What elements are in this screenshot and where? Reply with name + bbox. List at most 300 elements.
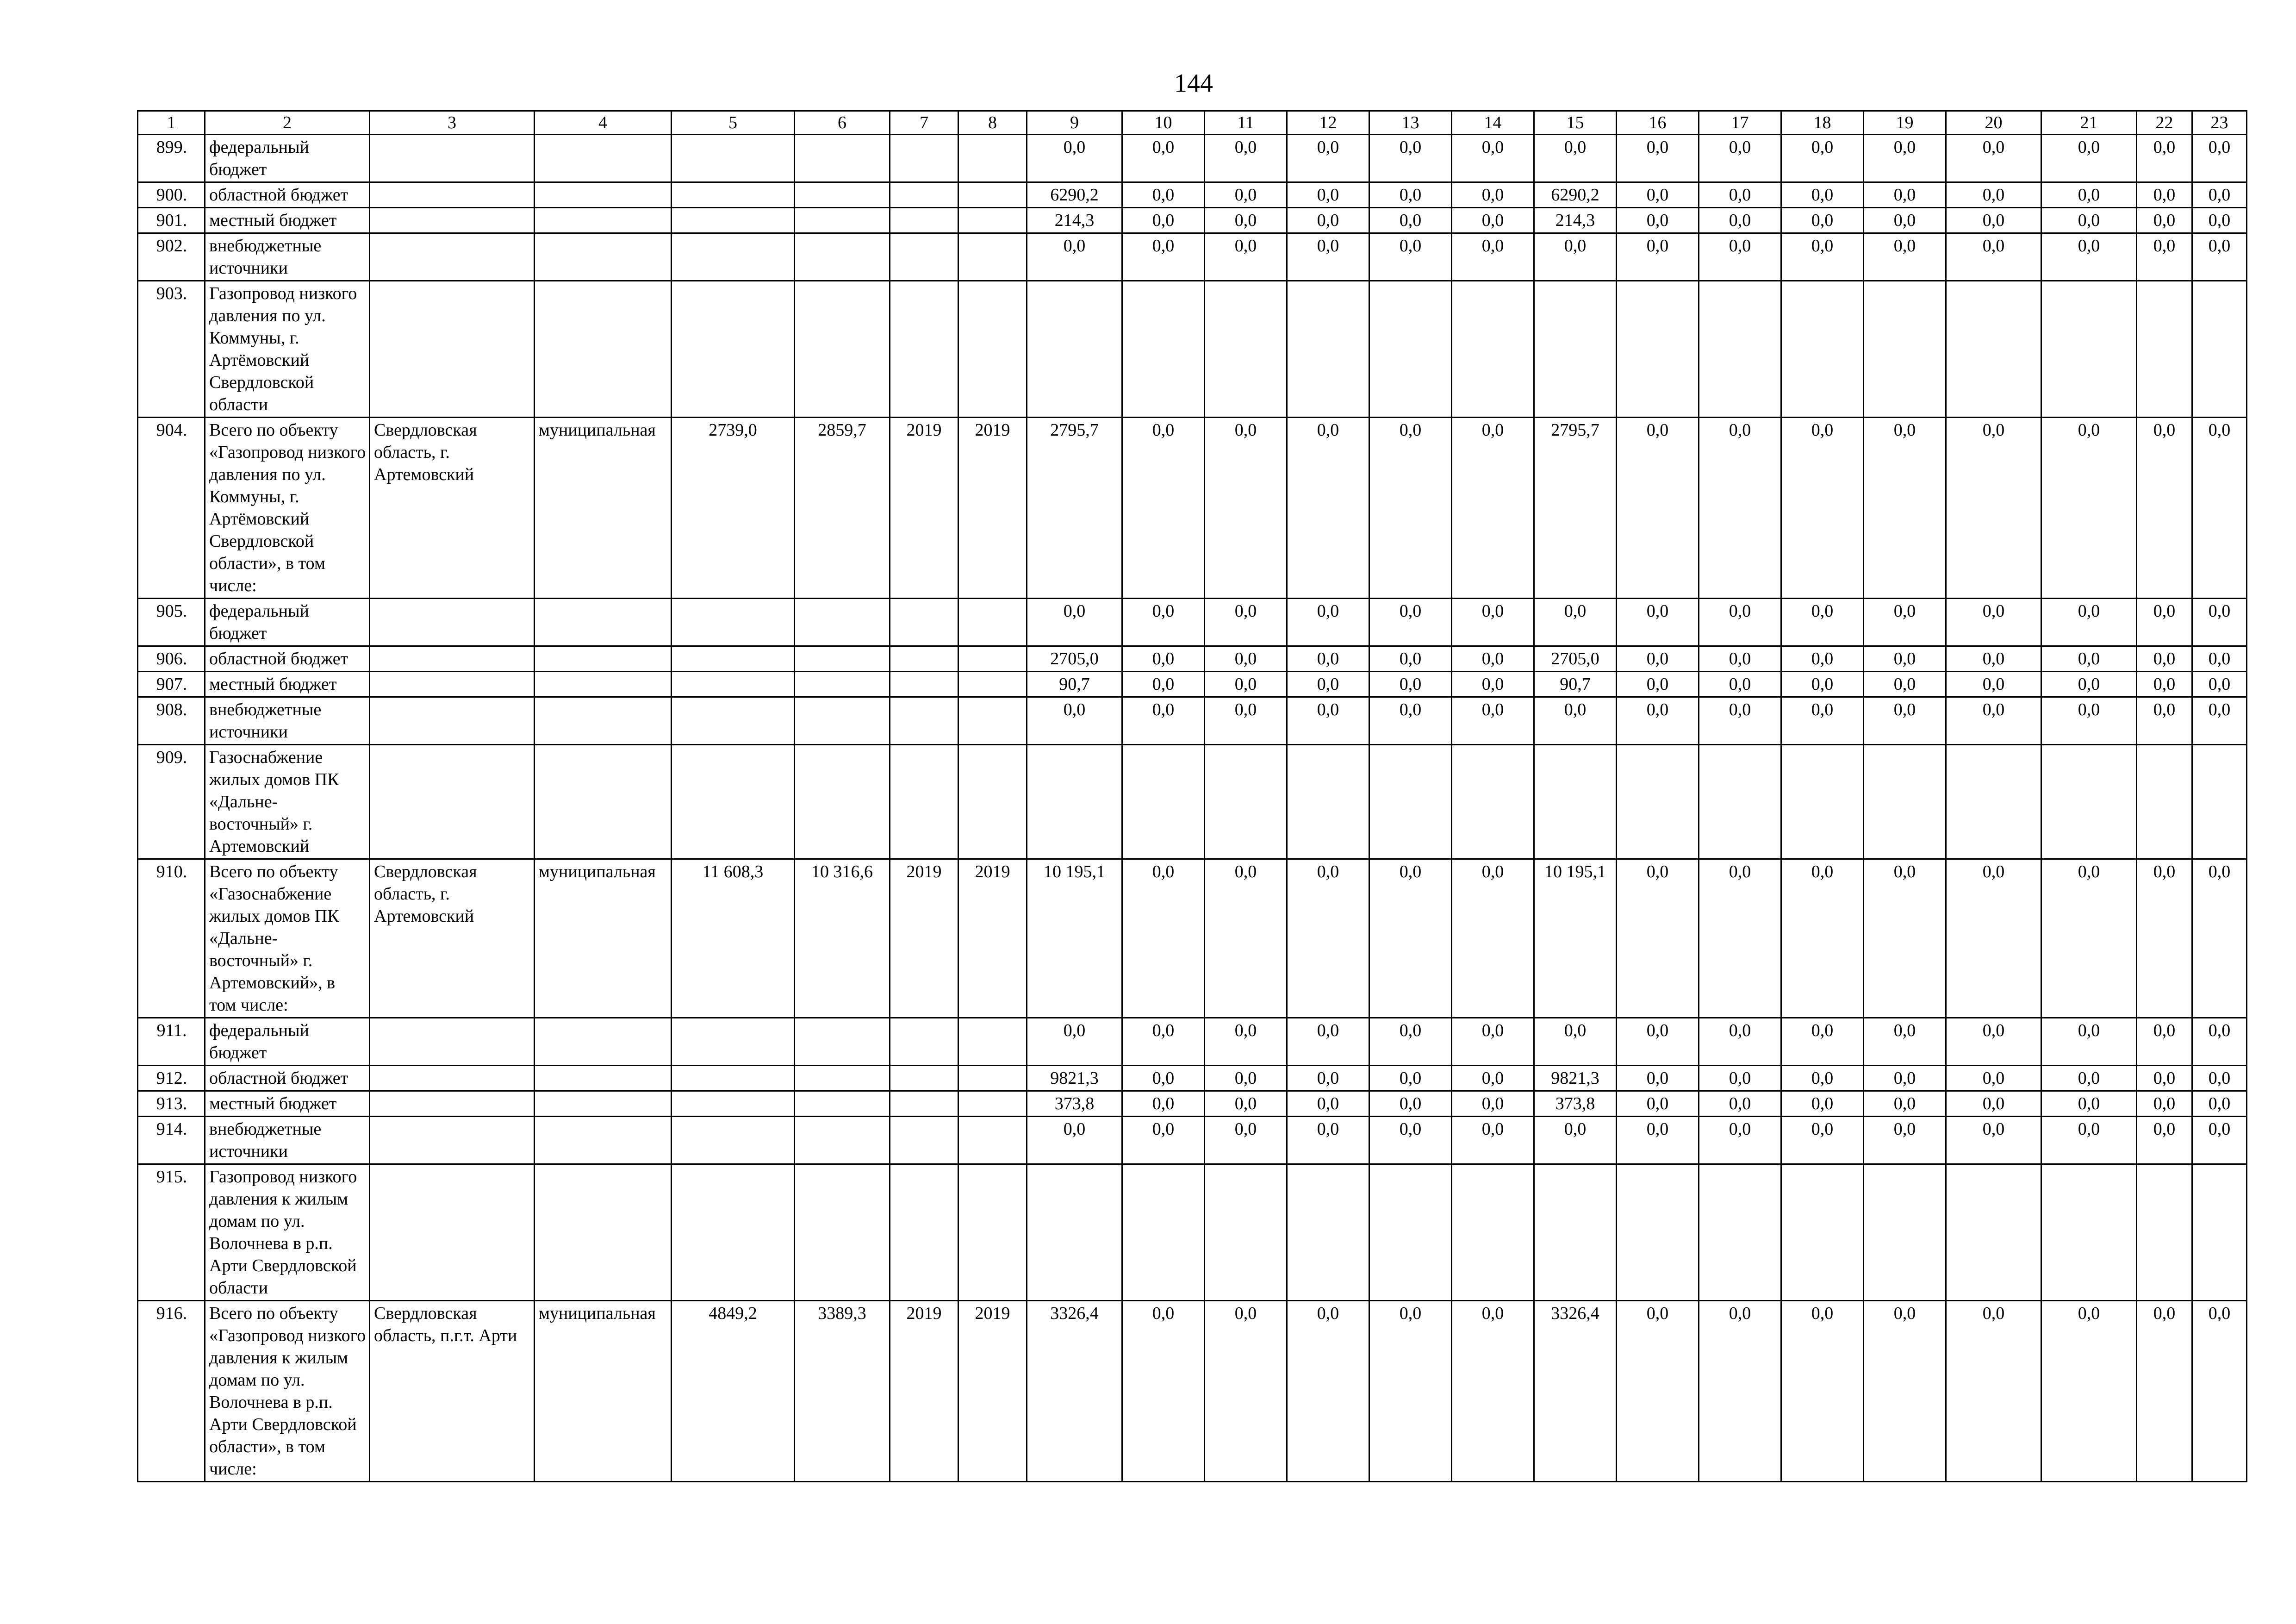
value-cell-col-21: 0,0 [2041,1091,2137,1117]
value-cell-col-12 [1287,281,1369,418]
value-cell-col-16: 0,0 [1617,135,1699,182]
value-cell-col-17: 0,0 [1699,1091,1781,1117]
row-name-cell: Всего по объекту «Газопровод низкого давления по ул. Коммуны, г. Артёмовский Свердловской области», в том числе: [205,418,370,599]
value-cell-col-8: 2019 [958,1301,1027,1482]
row-number-cell: 908. [138,697,205,745]
value-cell-col-6: 10 316,6 [795,859,890,1018]
value-cell-col-19: 0,0 [1864,599,1946,646]
value-cell-col-17 [1699,281,1781,418]
value-cell-col-8 [958,1091,1027,1117]
value-cell-col-16: 0,0 [1617,859,1699,1018]
value-cell-col-12: 0,0 [1287,646,1369,672]
value-cell-col-13 [1369,745,1452,859]
column-header-15: 15 [1534,111,1617,135]
value-cell-col-6 [795,1091,890,1117]
column-header-20: 20 [1946,111,2041,135]
value-cell-col-18: 0,0 [1781,1091,1864,1117]
value-cell-col-8 [958,208,1027,233]
value-cell-col-18: 0,0 [1781,1117,1864,1164]
value-cell-col-7 [890,745,958,859]
value-cell-col-9: 0,0 [1027,599,1122,646]
row-name-cell: местный бюджет [205,1091,370,1117]
value-cell-col-11: 0,0 [1205,208,1287,233]
row-ownership-cell [535,1018,672,1066]
table-row [138,599,2247,646]
value-cell-col-23: 0,0 [2192,418,2247,599]
value-cell-col-7 [890,1018,958,1066]
row-name-cell: областной бюджет [205,1066,370,1091]
row-location-cell: Свердловская область, г. Артемовский [370,859,535,1018]
value-cell-col-12: 0,0 [1287,233,1369,281]
row-ownership-cell [535,208,672,233]
value-cell-col-22: 0,0 [2137,1117,2192,1164]
value-cell-col-20: 0,0 [1946,418,2041,599]
row-name-cell: местный бюджет [205,672,370,697]
value-cell-col-20: 0,0 [1946,208,2041,233]
value-cell-col-15: 0,0 [1534,599,1617,646]
value-cell-col-11: 0,0 [1205,233,1287,281]
column-header-17: 17 [1699,111,1781,135]
value-cell-col-6 [795,208,890,233]
value-cell-col-17: 0,0 [1699,233,1781,281]
value-cell-col-16: 0,0 [1617,182,1699,208]
value-cell-col-5: 4849,2 [672,1301,795,1482]
table-row [138,281,2247,418]
value-cell-col-9 [1027,1164,1122,1301]
value-cell-col-13: 0,0 [1369,1018,1452,1066]
value-cell-col-11: 0,0 [1205,697,1287,745]
value-cell-col-14: 0,0 [1452,1091,1534,1117]
value-cell-col-9: 6290,2 [1027,182,1122,208]
value-cell-col-19: 0,0 [1864,208,1946,233]
value-cell-col-5 [672,646,795,672]
row-number-cell: 904. [138,418,205,599]
value-cell-col-6: 3389,3 [795,1301,890,1482]
row-name-cell: Всего по объекту «Газопровод низкого давления к жилым домам по ул. Волочнева в р.п. Арти Свердловской области», в том числе: [205,1301,370,1482]
row-name-cell: Газопровод низкого давления к жилым домам по ул. Волочнева в р.п. Арти Свердловской области [205,1164,370,1301]
value-cell-col-12: 0,0 [1287,697,1369,745]
row-number-cell: 911. [138,1018,205,1066]
row-ownership-cell [535,233,672,281]
value-cell-col-14: 0,0 [1452,1018,1534,1066]
value-cell-col-17: 0,0 [1699,859,1781,1018]
value-cell-col-14: 0,0 [1452,646,1534,672]
value-cell-col-17: 0,0 [1699,1301,1781,1482]
value-cell-col-16 [1617,281,1699,418]
value-cell-col-15 [1534,1164,1617,1301]
value-cell-col-20: 0,0 [1946,646,2041,672]
value-cell-col-21: 0,0 [2041,697,2137,745]
row-location-cell [370,208,535,233]
column-header-7: 7 [890,111,958,135]
value-cell-col-16: 0,0 [1617,1066,1699,1091]
value-cell-col-18: 0,0 [1781,135,1864,182]
value-cell-col-23: 0,0 [2192,859,2247,1018]
value-cell-col-11: 0,0 [1205,672,1287,697]
row-location-cell [370,1091,535,1117]
value-cell-col-19 [1864,745,1946,859]
value-cell-col-18: 0,0 [1781,1301,1864,1482]
value-cell-col-17: 0,0 [1699,697,1781,745]
value-cell-col-21: 0,0 [2041,1066,2137,1091]
value-cell-col-8 [958,1018,1027,1066]
budget-table [137,110,2247,1482]
value-cell-col-12: 0,0 [1287,1117,1369,1164]
value-cell-col-19: 0,0 [1864,182,1946,208]
row-ownership-cell [535,599,672,646]
value-cell-col-7 [890,1117,958,1164]
value-cell-col-10 [1122,1164,1205,1301]
value-cell-col-17: 0,0 [1699,135,1781,182]
value-cell-col-21 [2041,1164,2137,1301]
value-cell-col-18: 0,0 [1781,233,1864,281]
column-header-18: 18 [1781,111,1864,135]
value-cell-col-5 [672,233,795,281]
row-location-cell [370,281,535,418]
value-cell-col-13: 0,0 [1369,418,1452,599]
value-cell-col-14: 0,0 [1452,1117,1534,1164]
value-cell-col-19: 0,0 [1864,672,1946,697]
value-cell-col-15: 0,0 [1534,1117,1617,1164]
value-cell-col-23: 0,0 [2192,1117,2247,1164]
column-header-6: 6 [795,111,890,135]
value-cell-col-23: 0,0 [2192,135,2247,182]
row-number-cell: 909. [138,745,205,859]
value-cell-col-22: 0,0 [2137,135,2192,182]
row-location-cell [370,1018,535,1066]
value-cell-col-22 [2137,1164,2192,1301]
table-row [138,1164,2247,1301]
row-location-cell [370,182,535,208]
value-cell-col-23: 0,0 [2192,672,2247,697]
value-cell-col-9 [1027,281,1122,418]
value-cell-col-15 [1534,281,1617,418]
value-cell-col-16 [1617,745,1699,859]
row-name-cell: Газопровод низкого давления по ул. Коммуны, г. Артёмовский Свердловской области [205,281,370,418]
value-cell-col-21: 0,0 [2041,182,2137,208]
value-cell-col-21: 0,0 [2041,672,2137,697]
column-header-10: 10 [1122,111,1205,135]
value-cell-col-8 [958,1117,1027,1164]
table-row [138,135,2247,182]
value-cell-col-6 [795,233,890,281]
value-cell-col-18: 0,0 [1781,697,1864,745]
column-header-16: 16 [1617,111,1699,135]
value-cell-col-22: 0,0 [2137,859,2192,1018]
value-cell-col-20: 0,0 [1946,233,2041,281]
value-cell-col-12: 0,0 [1287,599,1369,646]
value-cell-col-7 [890,672,958,697]
value-cell-col-10: 0,0 [1122,1091,1205,1117]
value-cell-col-6 [795,1018,890,1066]
value-cell-col-15: 0,0 [1534,1018,1617,1066]
value-cell-col-7 [890,1091,958,1117]
column-header-1: 1 [138,111,205,135]
value-cell-col-22 [2137,745,2192,859]
value-cell-col-5 [672,697,795,745]
value-cell-col-7 [890,135,958,182]
value-cell-col-6 [795,697,890,745]
value-cell-col-17 [1699,745,1781,859]
row-ownership-cell [535,1164,672,1301]
row-location-cell [370,1117,535,1164]
row-location-cell: Свердловская область, г. Артемовский [370,418,535,599]
value-cell-col-23: 0,0 [2192,1091,2247,1117]
value-cell-col-23 [2192,1164,2247,1301]
value-cell-col-9: 373,8 [1027,1091,1122,1117]
value-cell-col-17 [1699,1164,1781,1301]
value-cell-col-9: 0,0 [1027,697,1122,745]
value-cell-col-10: 0,0 [1122,208,1205,233]
value-cell-col-15 [1534,745,1617,859]
value-cell-col-7 [890,1066,958,1091]
value-cell-col-11: 0,0 [1205,1091,1287,1117]
value-cell-col-21: 0,0 [2041,599,2137,646]
value-cell-col-16: 0,0 [1617,646,1699,672]
value-cell-col-22: 0,0 [2137,418,2192,599]
value-cell-col-17: 0,0 [1699,182,1781,208]
value-cell-col-17: 0,0 [1699,1117,1781,1164]
value-cell-col-9: 0,0 [1027,135,1122,182]
value-cell-col-21: 0,0 [2041,208,2137,233]
value-cell-col-12: 0,0 [1287,1301,1369,1482]
value-cell-col-12: 0,0 [1287,208,1369,233]
value-cell-col-18: 0,0 [1781,672,1864,697]
value-cell-col-11: 0,0 [1205,599,1287,646]
row-location-cell [370,745,535,859]
value-cell-col-11 [1205,1164,1287,1301]
row-location-cell [370,233,535,281]
value-cell-col-11 [1205,745,1287,859]
value-cell-col-7 [890,599,958,646]
value-cell-col-6 [795,281,890,418]
value-cell-col-13: 0,0 [1369,1117,1452,1164]
value-cell-col-19: 0,0 [1864,646,1946,672]
row-name-cell: внебюджетные источники [205,1117,370,1164]
value-cell-col-10: 0,0 [1122,1018,1205,1066]
value-cell-col-13: 0,0 [1369,208,1452,233]
row-name-cell: местный бюджет [205,208,370,233]
value-cell-col-12: 0,0 [1287,1018,1369,1066]
value-cell-col-14: 0,0 [1452,697,1534,745]
value-cell-col-20: 0,0 [1946,672,2041,697]
value-cell-col-16: 0,0 [1617,1117,1699,1164]
value-cell-col-13: 0,0 [1369,697,1452,745]
row-ownership-cell: муниципальная [535,859,672,1018]
value-cell-col-5 [672,599,795,646]
row-ownership-cell: муниципальная [535,1301,672,1482]
value-cell-col-12: 0,0 [1287,418,1369,599]
value-cell-col-7 [890,233,958,281]
value-cell-col-16: 0,0 [1617,599,1699,646]
value-cell-col-13: 0,0 [1369,1091,1452,1117]
row-location-cell [370,697,535,745]
row-number-cell: 916. [138,1301,205,1482]
value-cell-col-10: 0,0 [1122,1117,1205,1164]
value-cell-col-10: 0,0 [1122,135,1205,182]
value-cell-col-19: 0,0 [1864,1301,1946,1482]
row-name-cell: федеральный бюджет [205,1018,370,1066]
value-cell-col-19: 0,0 [1864,418,1946,599]
column-header-8: 8 [958,111,1027,135]
value-cell-col-7: 2019 [890,418,958,599]
value-cell-col-19: 0,0 [1864,1018,1946,1066]
value-cell-col-10: 0,0 [1122,1066,1205,1091]
row-location-cell [370,672,535,697]
value-cell-col-22: 0,0 [2137,599,2192,646]
value-cell-col-9: 214,3 [1027,208,1122,233]
value-cell-col-12: 0,0 [1287,859,1369,1018]
value-cell-col-23: 0,0 [2192,233,2247,281]
value-cell-col-17: 0,0 [1699,418,1781,599]
table-row [138,646,2247,672]
value-cell-col-5 [672,672,795,697]
table-row [138,745,2247,859]
value-cell-col-9: 10 195,1 [1027,859,1122,1018]
value-cell-col-16: 0,0 [1617,697,1699,745]
value-cell-col-15: 2795,7 [1534,418,1617,599]
row-number-cell: 905. [138,599,205,646]
value-cell-col-15: 0,0 [1534,135,1617,182]
value-cell-col-14: 0,0 [1452,599,1534,646]
value-cell-col-15: 10 195,1 [1534,859,1617,1018]
value-cell-col-14: 0,0 [1452,859,1534,1018]
row-name-cell: Всего по объекту «Газоснабжение жилых домов ПК «Дальне-восточный» г. Артемовский», в том числе: [205,859,370,1018]
table-row [138,182,2247,208]
table-body [138,135,2247,1482]
value-cell-col-13: 0,0 [1369,672,1452,697]
value-cell-col-23 [2192,281,2247,418]
value-cell-col-20 [1946,745,2041,859]
value-cell-col-9: 9821,3 [1027,1066,1122,1091]
value-cell-col-19: 0,0 [1864,233,1946,281]
value-cell-col-14: 0,0 [1452,135,1534,182]
row-location-cell [370,1164,535,1301]
value-cell-col-7: 2019 [890,859,958,1018]
value-cell-col-6 [795,182,890,208]
value-cell-col-20: 0,0 [1946,135,2041,182]
value-cell-col-8 [958,672,1027,697]
row-number-cell: 910. [138,859,205,1018]
row-ownership-cell: муниципальная [535,418,672,599]
value-cell-col-22: 0,0 [2137,182,2192,208]
value-cell-col-10: 0,0 [1122,418,1205,599]
value-cell-col-18: 0,0 [1781,599,1864,646]
value-cell-col-17: 0,0 [1699,208,1781,233]
value-cell-col-23: 0,0 [2192,208,2247,233]
column-header-3: 3 [370,111,535,135]
row-ownership-cell [535,1091,672,1117]
value-cell-col-17: 0,0 [1699,646,1781,672]
row-ownership-cell [535,697,672,745]
row-ownership-cell [535,745,672,859]
value-cell-col-14: 0,0 [1452,672,1534,697]
column-header-5: 5 [672,111,795,135]
value-cell-col-12: 0,0 [1287,1091,1369,1117]
value-cell-col-23 [2192,745,2247,859]
value-cell-col-7 [890,208,958,233]
value-cell-col-9: 90,7 [1027,672,1122,697]
value-cell-col-9: 0,0 [1027,1117,1122,1164]
value-cell-col-5 [672,1066,795,1091]
table-row [138,208,2247,233]
value-cell-col-19: 0,0 [1864,1117,1946,1164]
row-ownership-cell [535,135,672,182]
value-cell-col-5 [672,208,795,233]
row-location-cell [370,135,535,182]
value-cell-col-17: 0,0 [1699,599,1781,646]
value-cell-col-21: 0,0 [2041,859,2137,1018]
value-cell-col-16: 0,0 [1617,208,1699,233]
value-cell-col-11: 0,0 [1205,859,1287,1018]
value-cell-col-21 [2041,745,2137,859]
value-cell-col-21 [2041,281,2137,418]
value-cell-col-11: 0,0 [1205,646,1287,672]
value-cell-col-20 [1946,281,2041,418]
value-cell-col-6 [795,672,890,697]
value-cell-col-10: 0,0 [1122,1301,1205,1482]
row-number-cell: 900. [138,182,205,208]
value-cell-col-18: 0,0 [1781,182,1864,208]
value-cell-col-8 [958,745,1027,859]
value-cell-col-19 [1864,1164,1946,1301]
value-cell-col-23: 0,0 [2192,182,2247,208]
value-cell-col-23: 0,0 [2192,599,2247,646]
value-cell-col-10: 0,0 [1122,233,1205,281]
column-header-12: 12 [1287,111,1369,135]
value-cell-col-14 [1452,745,1534,859]
value-cell-col-8 [958,135,1027,182]
value-cell-col-20 [1946,1164,2041,1301]
value-cell-col-21: 0,0 [2041,1301,2137,1482]
value-cell-col-22: 0,0 [2137,233,2192,281]
table-row [138,1117,2247,1164]
value-cell-col-22: 0,0 [2137,208,2192,233]
value-cell-col-5 [672,182,795,208]
row-number-cell: 914. [138,1117,205,1164]
value-cell-col-10: 0,0 [1122,646,1205,672]
value-cell-col-20: 0,0 [1946,1117,2041,1164]
value-cell-col-13 [1369,281,1452,418]
value-cell-col-18 [1781,281,1864,418]
value-cell-col-9: 2705,0 [1027,646,1122,672]
value-cell-col-20: 0,0 [1946,599,2041,646]
value-cell-col-6 [795,599,890,646]
row-number-cell: 913. [138,1091,205,1117]
row-number-cell: 906. [138,646,205,672]
row-name-cell: федеральный бюджет [205,599,370,646]
value-cell-col-11: 0,0 [1205,1066,1287,1091]
value-cell-col-13: 0,0 [1369,233,1452,281]
value-cell-col-6 [795,1164,890,1301]
value-cell-col-16 [1617,1164,1699,1301]
value-cell-col-11: 0,0 [1205,418,1287,599]
row-number-cell: 901. [138,208,205,233]
value-cell-col-8: 2019 [958,418,1027,599]
value-cell-col-13: 0,0 [1369,1301,1452,1482]
value-cell-col-21: 0,0 [2041,135,2137,182]
value-cell-col-12: 0,0 [1287,1066,1369,1091]
value-cell-col-15: 3326,4 [1534,1301,1617,1482]
value-cell-col-16: 0,0 [1617,672,1699,697]
column-header-11: 11 [1205,111,1287,135]
value-cell-col-18: 0,0 [1781,1018,1864,1066]
table-row [138,672,2247,697]
value-cell-col-19: 0,0 [1864,859,1946,1018]
value-cell-col-10: 0,0 [1122,672,1205,697]
value-cell-col-18: 0,0 [1781,418,1864,599]
value-cell-col-16: 0,0 [1617,418,1699,599]
